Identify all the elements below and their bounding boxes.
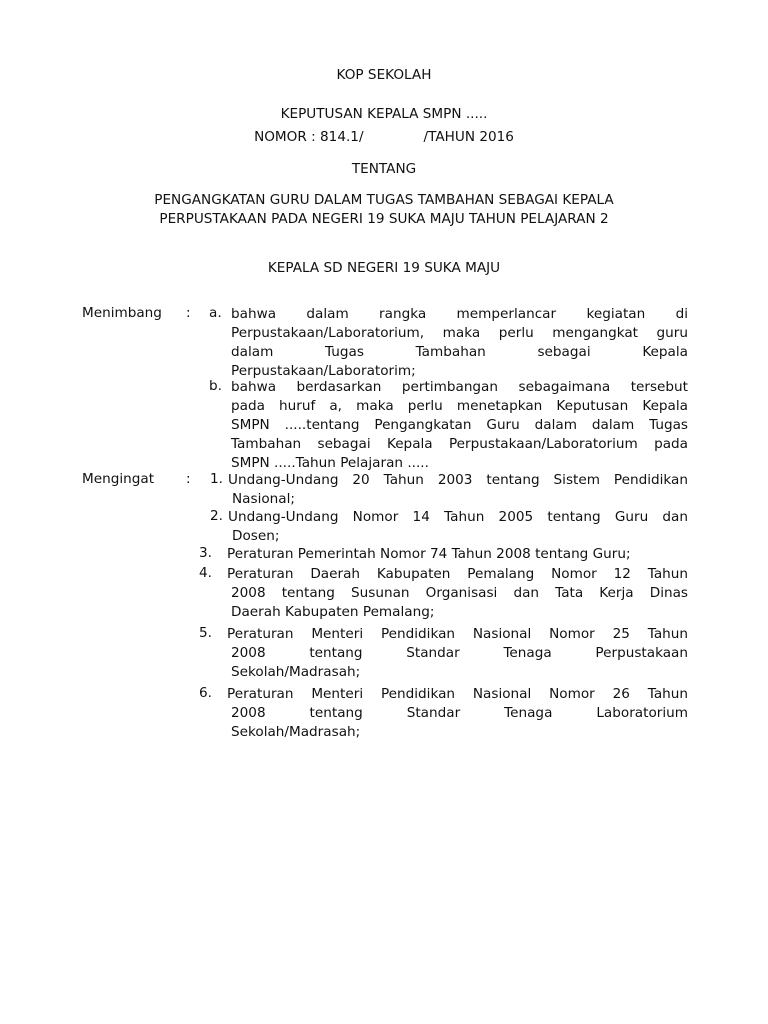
mengingat-colon: : — [186, 471, 191, 487]
keputusan-title: KEPUTUSAN KEPALA SMPN ..... — [280, 106, 488, 122]
mengingat-marker-2: 2. — [210, 508, 223, 524]
text-line: 2008 tentang Standar Tenaga Laboratorium — [231, 705, 688, 721]
menimbang-item-a — [231, 305, 688, 381]
menimbang-marker-b: b. — [209, 378, 222, 394]
text-line: pada huruf a, maka perlu menetapkan Keputusan Kepala — [231, 398, 688, 414]
text-line: dalam Tugas Tambahan sebagai Kepala — [231, 344, 688, 360]
menimbang-colon: : — [186, 305, 191, 321]
nomor-left: NOMOR : 814.1/ — [254, 129, 364, 145]
text-line: Sekolah/Madrasah; — [231, 724, 361, 740]
text-line: bahwa dalam rangka memperlancar kegiatan di — [231, 306, 688, 322]
mengingat-item-2 — [228, 508, 688, 546]
text-line: SMPN .....tentang Pengangkatan Guru dalam dalam Tugas — [231, 417, 688, 433]
text-line: 2008 tentang Standar Tenaga Perpustakaan — [231, 645, 688, 661]
menimbang-marker-a: a. — [209, 305, 222, 321]
text-line: Undang-Undang 20 Tahun 2003 tentang Sistem Pendidikan — [228, 472, 688, 488]
text-line: Perpustakaan/Laboratorium, maka perlu mengangkat guru — [231, 325, 688, 341]
text-line: Peraturan Menteri Pendidikan Nasional Nomor 26 Tahun — [227, 686, 688, 702]
kop-sekolah: KOP SEKOLAH — [336, 67, 432, 83]
mengingat-item-4 — [227, 565, 688, 622]
mengingat-marker-1: 1. — [210, 471, 223, 487]
mengingat-item-3 — [227, 545, 688, 564]
nomor-right: /TAHUN 2016 — [423, 129, 514, 145]
mengingat-label: Mengingat — [82, 471, 155, 487]
mengingat-item-5 — [227, 625, 688, 682]
text-line: Peraturan Daerah Kabupaten Pemalang Nomor 12 Tahun — [227, 566, 688, 582]
official-title: KEPALA SD NEGERI 19 SUKA MAJU — [267, 260, 501, 276]
menimbang-item-b — [231, 378, 688, 473]
text-line: SMPN .....Tahun Pelajaran ..... — [231, 455, 429, 471]
mengingat-marker-3: 3. — [199, 545, 212, 561]
menimbang-label: Menimbang — [82, 305, 162, 321]
text-line: bahwa berdasarkan pertimbangan sebagaimana tersebut — [231, 379, 688, 395]
mengingat-marker-6: 6. — [199, 685, 212, 701]
text-line: Undang-Undang Nomor 14 Tahun 2005 tentang Guru dan — [228, 509, 688, 525]
subject-line-1: PENGANGKATAN GURU DALAM TUGAS TAMBAHAN SEBAGAI KEPALA — [154, 192, 614, 208]
mengingat-marker-4: 4. — [199, 565, 212, 581]
text-line: Perpustakaan/Laboratorim; — [231, 363, 416, 379]
text-line: Peraturan Menteri Pendidikan Nasional Nomor 25 Tahun — [227, 626, 688, 642]
text-line: Dosen; — [232, 528, 280, 544]
nomor-line — [0, 129, 768, 145]
subject-line-2: PERPUSTAKAAN PADA NEGERI 19 SUKA MAJU TAHUN PELAJARAN 2 — [159, 211, 609, 227]
text-line: Daerah Kabupaten Pemalang; — [231, 604, 435, 620]
tentang-heading: TENTANG — [351, 161, 417, 177]
mengingat-item-6 — [227, 685, 688, 742]
text-line: 2008 tentang Susunan Organisasi dan Tata Kerja Dinas — [231, 585, 688, 601]
mengingat-marker-5: 5. — [199, 625, 212, 641]
text-line: Sekolah/Madrasah; — [231, 664, 361, 680]
text-line: Tambahan sebagai Kepala Perpustakaan/Laboratorium pada — [231, 436, 688, 452]
text-line: Peraturan Pemerintah Nomor 74 Tahun 2008 tentang Guru; — [227, 546, 631, 562]
text-line: Nasional; — [232, 491, 295, 507]
mengingat-item-1 — [228, 471, 688, 509]
